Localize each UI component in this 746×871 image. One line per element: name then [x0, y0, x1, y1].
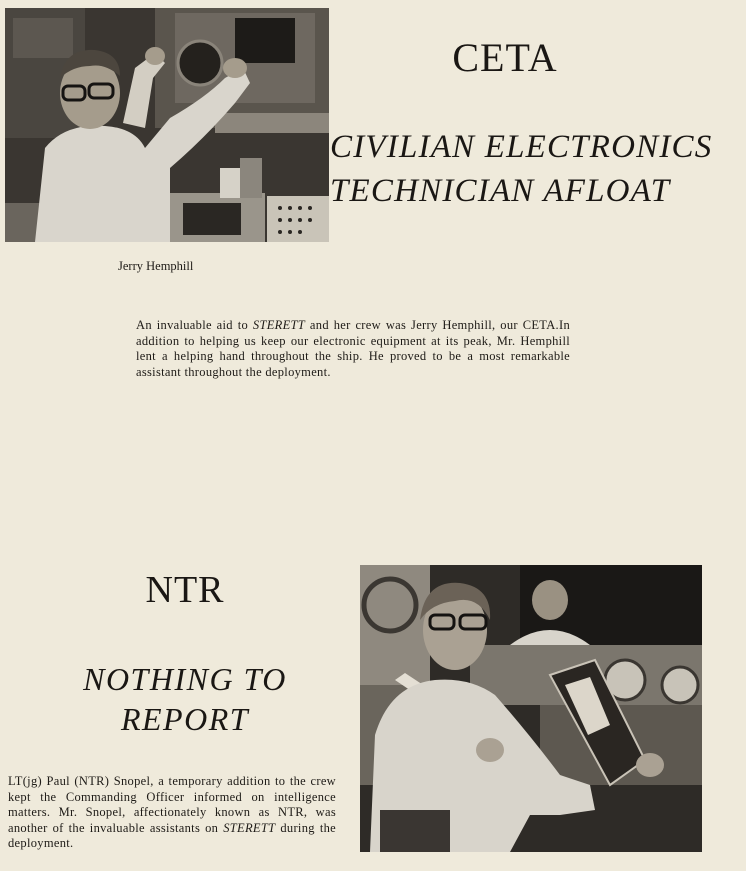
ntr-subtitle-line2: REPORT [120, 701, 250, 737]
ntr-body-part2: during the deployment. [8, 820, 336, 850]
ceta-body-text [136, 318, 570, 380]
ntr-subtitle-line1: NOTHING TO [83, 661, 287, 697]
ceta-subtitle [330, 125, 742, 213]
ntr-body-text [8, 774, 336, 852]
ceta-body-part1: An invaluable aid to [136, 318, 253, 332]
ceta-body-ship-name: STERETT [252, 318, 306, 332]
ceta-body-part2: and her crew was Jerry Hemphill, our CETA.In addition to helping us keep our electronic equipment at its peak, Mr. Hemphill lent a helping hand throughout the ship. He proved to be a most remarkable assistant throughout the deployment. [136, 318, 570, 379]
ceta-title: CETA [452, 35, 558, 80]
photo-hemphill [5, 8, 329, 242]
ntr-body-ship-name: STERETT [223, 820, 276, 835]
photo-snopel [360, 565, 702, 852]
ntr-subtitle [40, 659, 330, 739]
ceta-subtitle-line1: CIVILIAN ELECTRONICS [330, 129, 713, 165]
ntr-body-part1: LT(jg) Paul (NTR) Snopel, a temporary addition to the crew kept the Commanding Officer informed on intelligence matters. Mr. Snopel, affectionately known as NTR, was another of the invaluable assistants on [8, 774, 336, 835]
ntr-title: NTR [145, 569, 225, 611]
ceta-subtitle-line2: TECHNICIAN AFLOAT [330, 173, 671, 209]
photo-caption-hemphill: Jerry Hemphill [118, 259, 194, 273]
